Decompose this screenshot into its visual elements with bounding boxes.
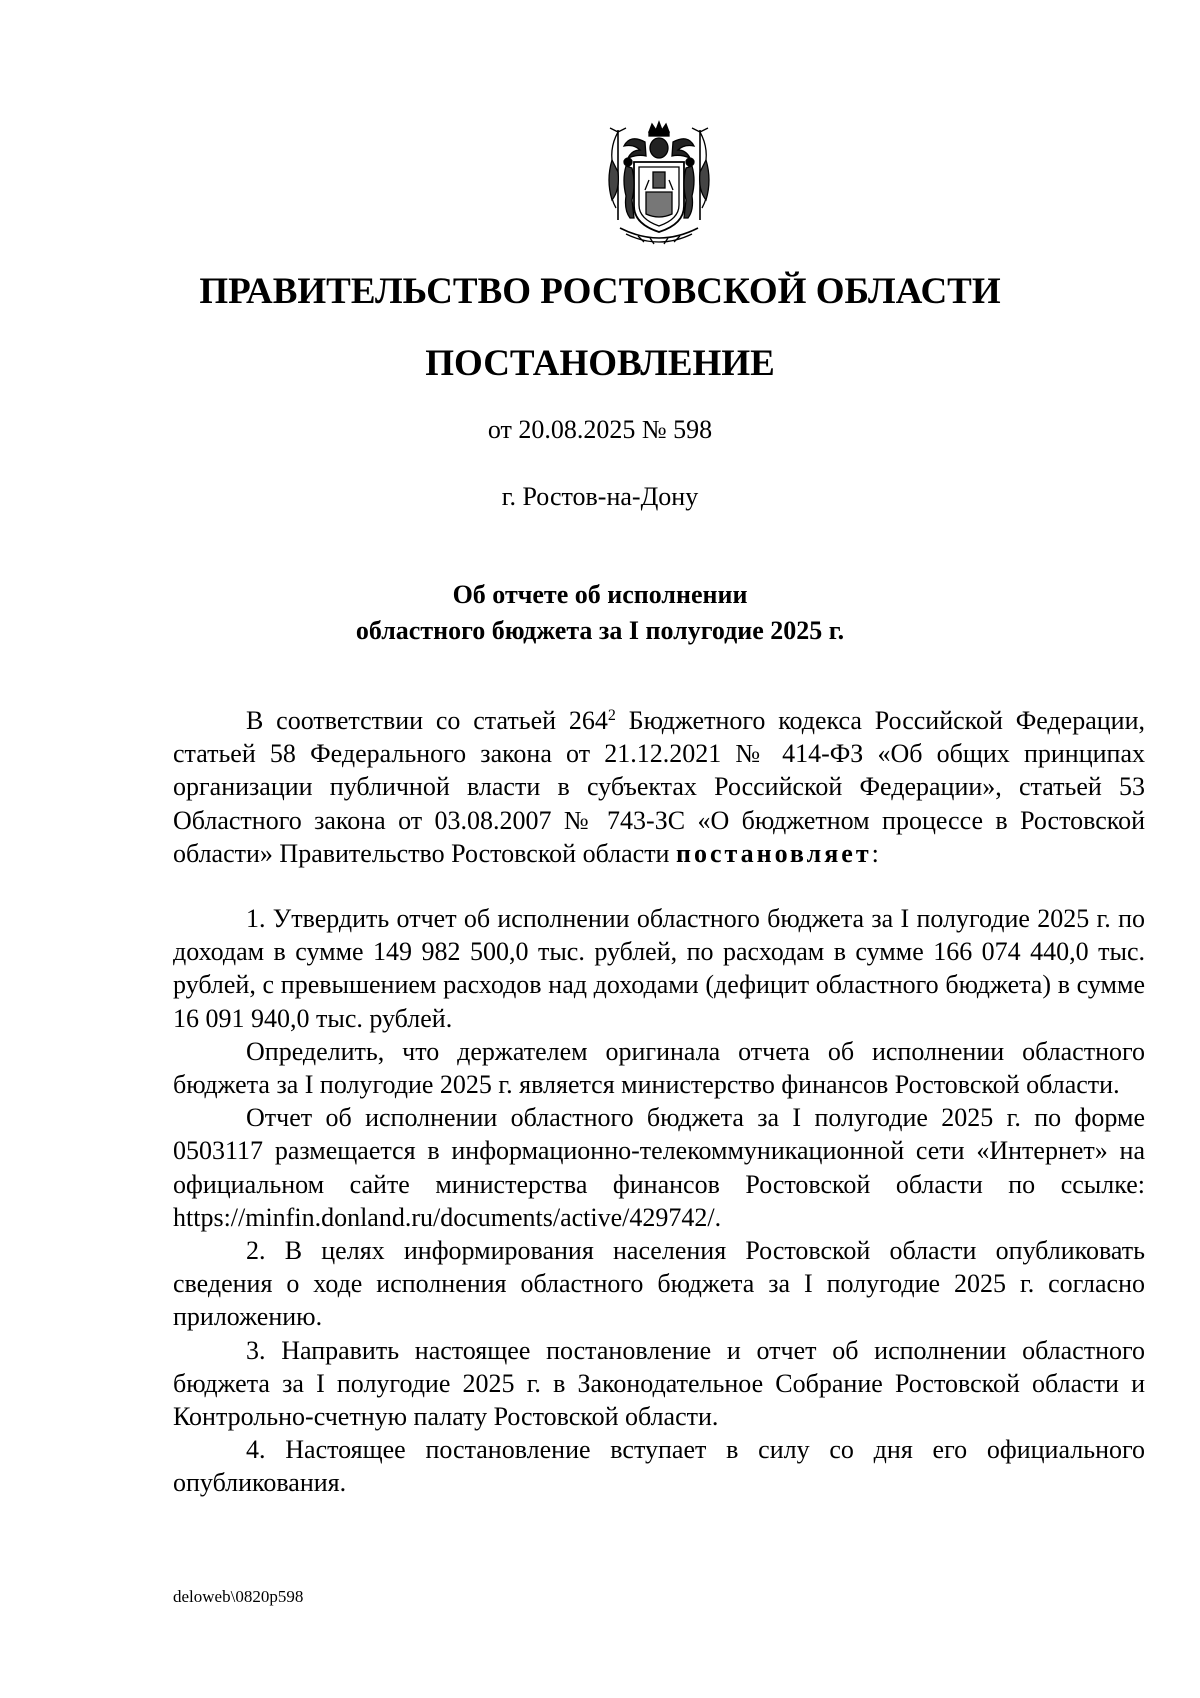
footer-file-id: deloweb\0820p598 [173,1587,304,1606]
document-body [173,704,1145,1500]
document-subject [0,577,1200,649]
preamble-superscript: 2 [607,707,616,724]
preamble-text-1: В соответствии со статьей 264 [246,706,608,735]
paragraph-report-link: Отчет об исполнении областного бюджета за I полугодие 2025 г. по форме 0503117 размещается в информационно-телекоммуникационной сети «Интернет» на официальном сайте министерства финансов Ростовской области по ссылке: https://minfin.donland.ru/documents/active/429742/. [173,1103,1145,1232]
document-type-title: ПОСТАНОВЛЕНИЕ [425,343,775,384]
preamble-end: : [871,838,879,868]
preamble-text-2: Бюджетного кодекса Российской Федерации, статьей 58 Федерального закона от 21.12.2021 № 414-ФЗ «Об общих принципах организации публичной власти в субъектах Российской Федерации», статьей 53 Областного закона от 03.08.2007 № 743-ЗС «О бюджетном процессе в Ростовской области» Правительство Ростовской области [173,706,1145,868]
paragraph-item-3: 3. Направить настоящее постановление и отчет об исполнении областного бюджета за I полугодие 2025 г. в Законодательное Собрание Ростовской области и Контрольно-счетную палату Ростовской области. [173,1335,1145,1432]
paragraph-item-1: 1. Утвердить отчет об исполнении областного бюджета за I полугодие 2025 г. по доходам в сумме 149 982 500,0 тыс. рублей, по расходам в сумме 166 074 440,0 тыс. рублей, с превышением расходов над доходами (дефицит областного бюджета) в сумме 16 091 940,0 тыс. рублей. [173,904,1145,1033]
subject-line-2: областного бюджета за I полугодие 2025 г. [355,616,845,645]
paragraph-holder: Определить, что держателем оригинала отчета об исполнении областного бюджета за I полугодие 2025 г. является министерство финансов Ростовской области. [173,1036,1145,1100]
subject-line-1: Об отчете об исполнении [452,580,748,609]
paragraph-item-4: 4. Настоящее постановление вступает в силу со дня его официального опубликования. [173,1435,1145,1498]
coat-of-arms-icon [600,120,718,246]
preamble-paragraph [173,704,1145,870]
document-city: г. Ростов-на-Дону [501,482,699,511]
document-date-number: от 20.08.2025 № 598 [487,415,713,444]
paragraph-item-2: 2. В целях информирования населения Ростовской области опубликовать сведения о ходе исполнения областного бюджета за I полугодие 2025 г. согласно приложению. [173,1236,1145,1332]
organization-title: ПРАВИТЕЛЬСТВО РОСТОВСКОЙ ОБЛАСТИ [199,271,1001,312]
preamble-keyword: постановляет [675,838,872,868]
